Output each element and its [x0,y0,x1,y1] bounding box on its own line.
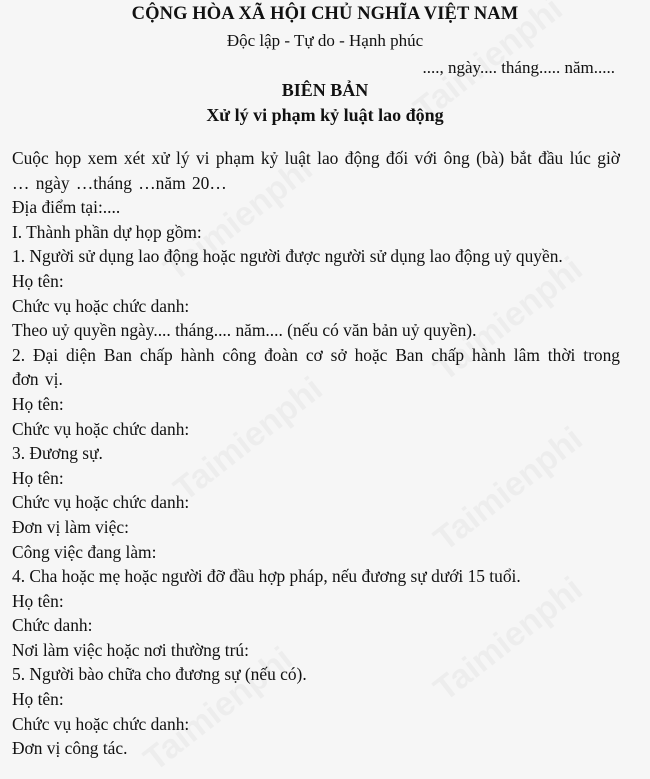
party-5-position-field: Chức vụ hoặc chức danh: [12,713,190,734]
national-title: CỘNG HÒA XÃ HỘI CHỦ NGHĨA VIỆT NAM [131,4,519,24]
party-5-unit-field: Đơn vị công tác. [12,738,128,759]
party-1-name-field: Họ tên: [12,270,64,291]
party-3-name-field: Họ tên: [12,467,64,488]
national-motto: Độc lập - Tự do - Hạnh phúc [226,31,424,50]
party-1-authorization-line: Theo uỷ quyền ngày.... tháng.... năm.... (nếu có văn bản uỷ quyền). [12,320,477,341]
party-1-position-field: Chức vụ hoặc chức danh: [12,295,190,316]
party-4-title-field: Chức danh: [12,615,93,636]
party-3-unit-field: Đơn vị làm việc: [12,516,129,537]
party-3-heading: 3. Đương sự. [12,443,103,464]
party-3-job-field: Công việc đang làm: [12,541,157,562]
party-3-position-field: Chức vụ hoặc chức danh: [12,492,190,513]
intro-paragraph: Cuộc họp xem xét xử lý vi phạm kỷ luật lao động đối với ông (bà) bắt đầu lúc giờ … ngày …tháng …năm 20… [12,148,620,193]
document-subtitle: Xử lý vi phạm kỷ luật lao động [206,105,444,125]
party-4-workplace-field: Nơi làm việc hoặc nơi thường trú: [12,639,249,660]
document-title: BIÊN BẢN [281,80,369,100]
party-1-heading: 1. Người sử dụng lao động hoặc người được người sử dụng lao động uỷ quyền. [12,246,563,267]
party-2-heading: 2. Đại diện Ban chấp hành công đoàn cơ sở hoặc Ban chấp hành lâm thời trong đơn vị. [12,344,620,390]
date-line: ...., ngày.... tháng..... năm..... [422,58,615,77]
party-2-name-field: Họ tên: [12,393,64,414]
party-2-position-field: Chức vụ hoặc chức danh: [12,418,190,439]
location-line: Địa điểm tại:.... [12,197,121,218]
party-5-name-field: Họ tên: [12,689,64,710]
party-4-name-field: Họ tên: [12,590,64,611]
document-body [12,146,620,761]
party-4-heading: 4. Cha hoặc mẹ hoặc người đỡ đầu hợp pháp, nếu đương sự dưới 15 tuổi. [12,566,521,587]
section-heading: I. Thành phần dự họp gồm: [12,221,202,242]
party-5-heading: 5. Người bào chữa cho đương sự (nếu có). [12,664,307,685]
